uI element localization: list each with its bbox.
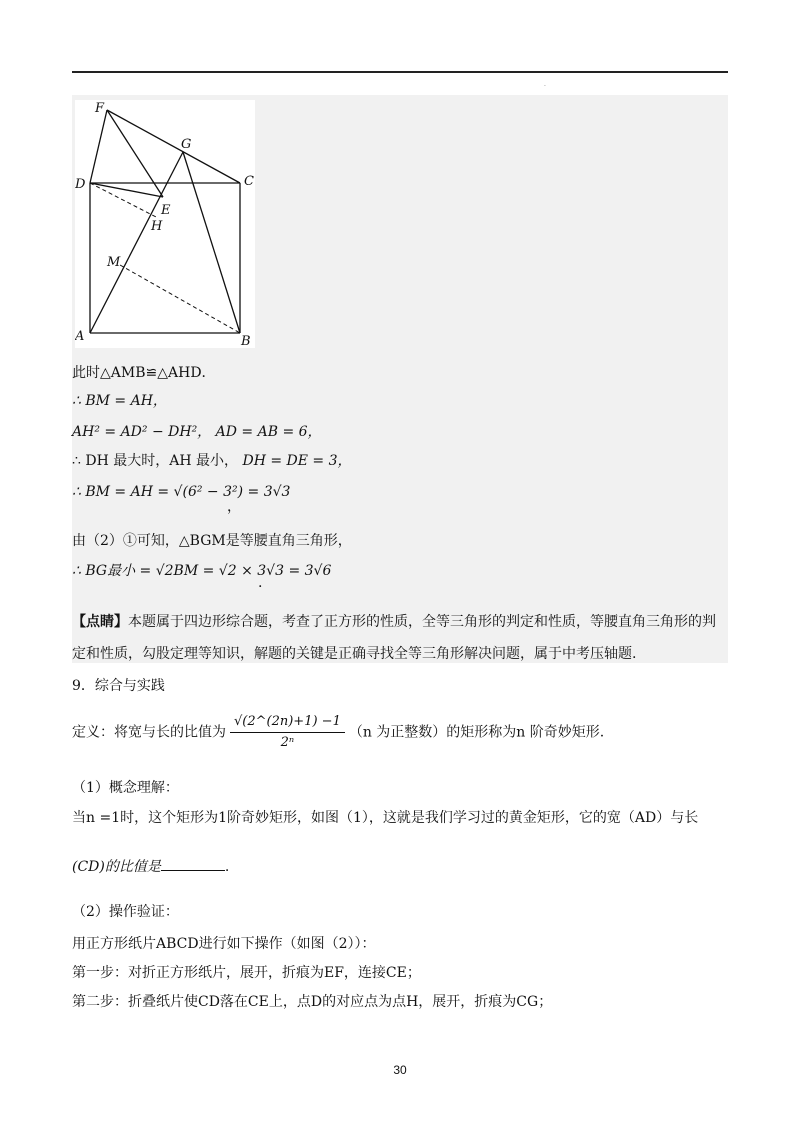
solution-line-6: 由（2）①可知，△BGM是等腰直角三角形， [72,533,352,549]
edge-gb [183,152,240,333]
edge-fc [107,110,240,183]
geometry-svg [75,100,255,348]
definition-line: 定义：将宽与长的比值为 $\frac{√(2\^{}(2n)+1) -1}{\text{2ⁿ}}$ （n 为正整数）的矩形称为n 阶奇妙矩形. [72,712,604,753]
part-2-title: （2）操作验证： [72,904,179,920]
label-a: A [75,329,85,344]
label-c: C [244,174,254,189]
answer-blank[interactable] [161,856,225,871]
note-line-2: 定和性质，勾股定理等知识，解题的关键是正确寻找全等三角形解决问题，属于中考压轴题. [72,646,637,662]
part-2-step-1: 第一步：对折正方形纸片，展开，折痕为EF，连接CE； [72,965,421,981]
solution-line-5: ∴ BM = AH = √(6² − 3²) = 3√3 [72,484,291,500]
dash-dh [90,183,158,218]
label-h: H [151,219,163,234]
part-2-step-2: 第二步：折叠纸片使CD落在CE上，点D的对应点为点H，展开，折痕为CG； [72,994,553,1010]
label-d: D [75,177,86,192]
part-1-title: （1）概念理解： [72,780,179,796]
part-1-line-2: (CD)的比值是 . [72,856,229,877]
edge-fe [107,110,163,197]
solution-line-1: 此时△AMB≌△AHD． [72,365,216,381]
solution-line-7: ∴ BG最小 = √2BM = √2 × 3√3 = 3√6 [72,563,332,579]
note-tag: 【点睛】 [72,614,128,630]
label-e: E [161,203,171,218]
part-2-line-1: 用正方形纸片ABCD进行如下操作（如图（2））： [72,936,376,952]
label-g: G [181,137,192,152]
header-rule [72,71,728,73]
solution-line-2: ∴ BM = AH， [72,393,167,409]
geometry-figure [75,100,255,348]
edge-de [90,183,163,197]
label-f: F [95,101,105,116]
solution-period: . [258,575,263,591]
label-b: B [241,334,251,348]
note-line-1: 【点睛】本题属于四边形综合题，考查了正方形的性质，全等三角形的判定和性质，等腰直角三角形的判 [72,614,716,630]
solution-line-3: AH² = AD² − DH²， AD = AB = 6， [72,424,322,440]
edge-fd [90,110,107,183]
question-9-title: 9．综合与实践 [72,678,165,694]
page-number: 30 [393,1063,407,1077]
header-dot: · [544,83,546,90]
label-m: M [107,255,121,270]
edge-ag [90,152,183,333]
solution-comma: ， [227,499,241,515]
ratio-fraction: $\frac{√(2\^{}(2n)+1) -1}{\text{2ⁿ}}$ [230,712,345,753]
part-1-line-1: 当n =1时，这个矩形为1阶奇妙矩形，如图（1），这就是我们学习过的黄金矩形，它的宽（AD）与长 [72,810,699,826]
solution-line-4: ∴ DH 最大时，AH 最小， DH = DE = 3， [72,453,352,469]
